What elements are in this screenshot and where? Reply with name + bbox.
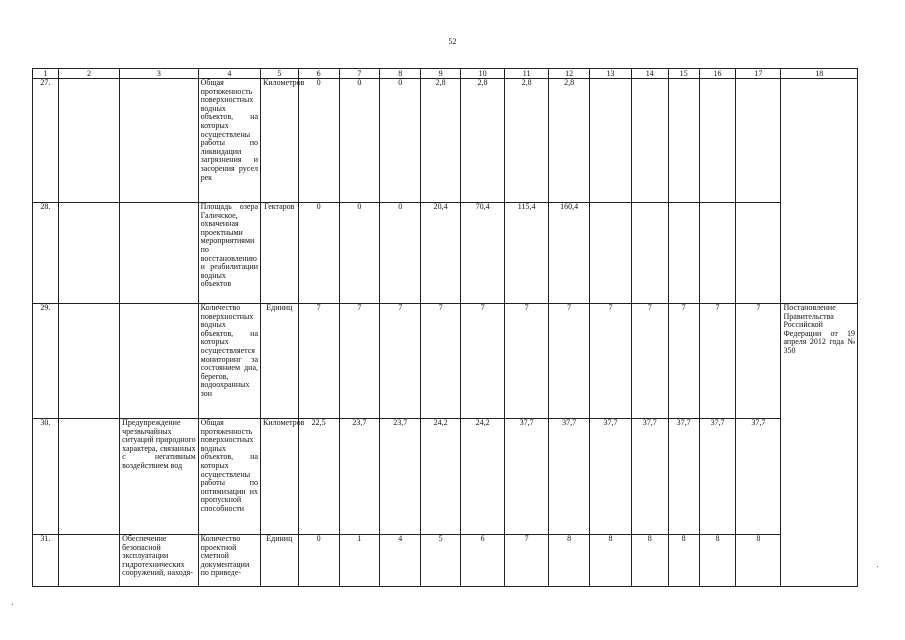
value-cell: 7 (461, 304, 505, 419)
row-number: 27. (33, 79, 59, 203)
value-cell: 23,7 (380, 419, 421, 535)
scan-speck (877, 566, 878, 567)
value-cell: 8 (699, 535, 736, 587)
header-cell: 10 (461, 69, 505, 79)
header-cell: 1 (33, 69, 59, 79)
value-cell: 37,7 (668, 419, 699, 535)
row-number: 31. (33, 535, 59, 587)
unit-cell: Единиц (261, 304, 299, 419)
value-cell: 7 (339, 304, 380, 419)
value-cell: 8 (590, 535, 632, 587)
value-cell: 2,8 (549, 79, 590, 203)
value-cell: 70,4 (461, 203, 505, 304)
unit-cell: Километров (261, 419, 299, 535)
value-cell: 115,4 (505, 203, 549, 304)
value-cell: 7 (505, 535, 549, 587)
header-cell: 14 (632, 69, 669, 79)
goal-cell (58, 203, 119, 304)
value-cell: 7 (632, 304, 669, 419)
value-cell: 7 (668, 304, 699, 419)
row-number: 28. (33, 203, 59, 304)
unit-cell: Километров (261, 79, 299, 203)
value-cell (590, 203, 632, 304)
value-cell: 37,7 (505, 419, 549, 535)
row-number: 29. (33, 304, 59, 419)
value-cell (668, 203, 699, 304)
unit-cell: Единиц (261, 535, 299, 587)
value-cell: 37,7 (549, 419, 590, 535)
value-cell: 2,8 (505, 79, 549, 203)
value-cell: 1 (339, 535, 380, 587)
goal-cell (58, 535, 119, 587)
value-cell (632, 79, 669, 203)
header-cell: 11 (505, 69, 549, 79)
value-cell: 8 (668, 535, 699, 587)
indicator-table (32, 68, 858, 587)
value-cell: 0 (380, 79, 421, 203)
value-cell: 22,5 (298, 419, 339, 535)
header-row (33, 69, 858, 79)
indicator-cell: Общая протяженность поверхностных водных объектов, на которых осуществлены работы по оптимизации их пропускной способности (198, 419, 260, 535)
value-cell: 2,8 (421, 79, 461, 203)
value-cell: 2,8 (461, 79, 505, 203)
scan-speck (12, 604, 13, 605)
page-number: 52 (448, 37, 457, 46)
task-cell (120, 304, 199, 419)
header-cell: 5 (261, 69, 299, 79)
value-cell (736, 203, 781, 304)
value-cell: 37,7 (590, 419, 632, 535)
value-cell: 4 (380, 535, 421, 587)
indicator-cell: Количество проектной сметной документации по приведе- (198, 535, 260, 587)
task-cell (120, 79, 199, 203)
value-cell: 37,7 (699, 419, 736, 535)
value-cell: 7 (505, 304, 549, 419)
header-cell: 8 (380, 69, 421, 79)
value-cell: 7 (380, 304, 421, 419)
header-cell: 9 (421, 69, 461, 79)
table-row (33, 203, 858, 304)
header-cell: 6 (298, 69, 339, 79)
row-number: 30. (33, 419, 59, 535)
value-cell: 8 (736, 535, 781, 587)
table-row (33, 79, 858, 203)
value-cell: 7 (699, 304, 736, 419)
table-row (33, 535, 858, 587)
value-cell: 0 (339, 79, 380, 203)
value-cell (668, 79, 699, 203)
value-cell: 20,4 (421, 203, 461, 304)
value-cell: 7 (298, 304, 339, 419)
value-cell: 7 (421, 304, 461, 419)
value-cell: 37,7 (632, 419, 669, 535)
value-cell: 7 (590, 304, 632, 419)
header-cell: 12 (549, 69, 590, 79)
value-cell (736, 79, 781, 203)
value-cell: 0 (298, 79, 339, 203)
value-cell: 24,2 (461, 419, 505, 535)
legal-basis-cell: Постановление Правительства Российской Федерации от 19 апреля 2012 года № 350 (781, 304, 858, 587)
value-cell: 0 (339, 203, 380, 304)
task-cell (120, 203, 199, 304)
header-cell: 7 (339, 69, 380, 79)
value-cell: 5 (421, 535, 461, 587)
header-cell: 15 (668, 69, 699, 79)
value-cell: 7 (549, 304, 590, 419)
header-cell: 2 (58, 69, 119, 79)
value-cell: 23,7 (339, 419, 380, 535)
task-cell: Предупреждение чрезвычайных ситуаций природного характера, связанных с негативным воздействием вод (120, 419, 199, 535)
goal-cell (58, 79, 119, 203)
value-cell (699, 79, 736, 203)
table-row (33, 304, 858, 419)
value-cell (590, 79, 632, 203)
value-cell: 8 (549, 535, 590, 587)
value-cell: 24,2 (421, 419, 461, 535)
goal-cell (58, 419, 119, 535)
goal-cell (58, 304, 119, 419)
task-cell: Обеспечение безопасной эксплуатации гидротехнических сооружений, находя- (120, 535, 199, 587)
basis-cell-empty (781, 79, 858, 304)
indicator-cell: Площадь озера Галичское, охваченная проектными мероприятиями по восстановлению и реабилитации водных объектов (198, 203, 260, 304)
header-cell: 4 (198, 69, 260, 79)
unit-cell: Гектаров (261, 203, 299, 304)
value-cell: 7 (736, 304, 781, 419)
indicator-cell: Количество поверхностных водных объектов, на которых осуществляется мониторинг за состоянием дна, берегов, водоохранных зон (198, 304, 260, 419)
header-cell: 3 (120, 69, 199, 79)
header-cell: 16 (699, 69, 736, 79)
indicator-cell: Общая протяженность поверхностных водных объектов, на которых осуществлены работы по ликвидации загрязнения и засорения русел рек (198, 79, 260, 203)
value-cell (699, 203, 736, 304)
value-cell: 6 (461, 535, 505, 587)
value-cell: 0 (298, 203, 339, 304)
table-row (33, 419, 858, 535)
header-cell: 13 (590, 69, 632, 79)
value-cell: 160,4 (549, 203, 590, 304)
value-cell: 37,7 (736, 419, 781, 535)
header-cell: 18 (781, 69, 858, 79)
value-cell: 0 (298, 535, 339, 587)
value-cell (632, 203, 669, 304)
value-cell: 8 (632, 535, 669, 587)
value-cell: 0 (380, 203, 421, 304)
header-cell: 17 (736, 69, 781, 79)
